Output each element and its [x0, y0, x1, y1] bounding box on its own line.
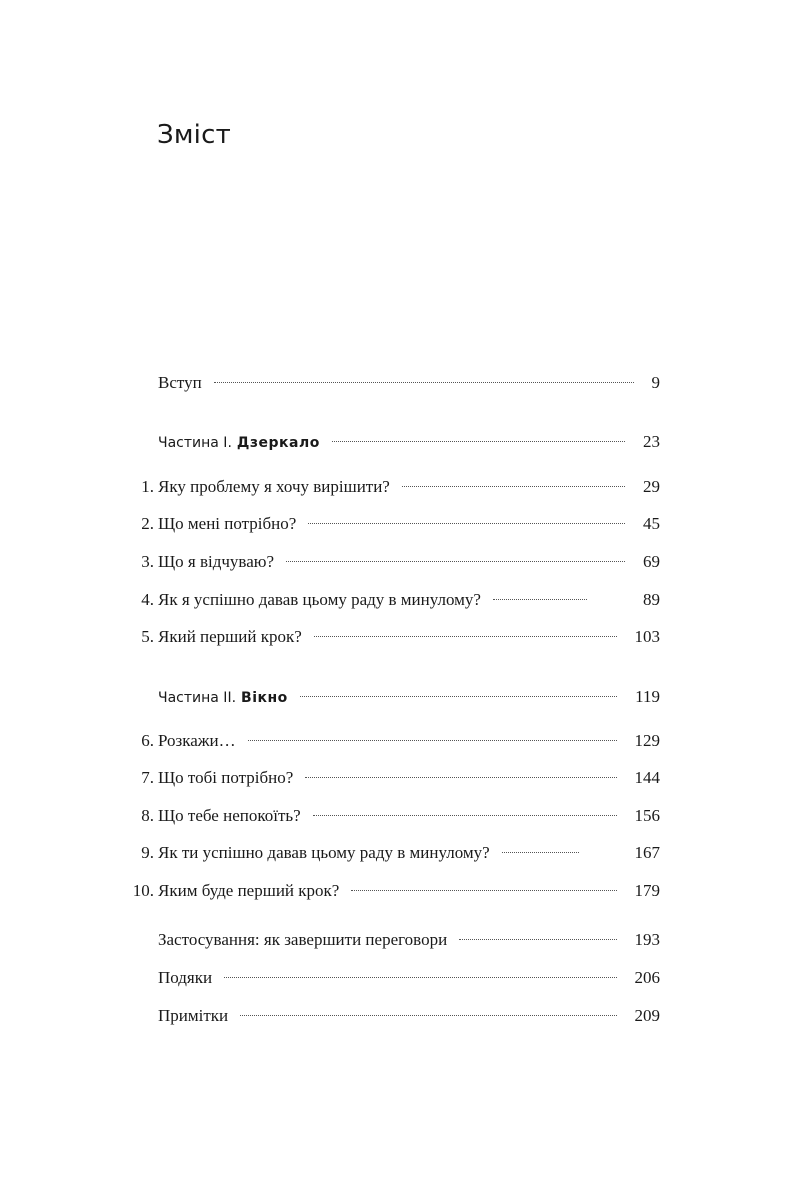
toc-entry-page: 144: [634, 768, 660, 787]
dot-leader: [502, 852, 579, 853]
part-label: Частина І.: [158, 435, 232, 451]
toc-entry-page: 167: [634, 843, 660, 862]
toc-chapter: [120, 843, 660, 873]
toc-entry-page: 69: [643, 552, 660, 571]
toc-entry-title: Вступ: [158, 373, 202, 392]
toc-entry-page: 89: [643, 590, 660, 609]
dot-leader: [224, 977, 616, 978]
toc-entry-title: Який перший крок?: [158, 627, 302, 646]
chapter-number: 5.: [141, 627, 154, 646]
dot-leader: [493, 599, 587, 600]
toc-entry-title: Застосування: як завершити переговори: [158, 930, 448, 949]
toc-entry-title: Подяки: [158, 968, 213, 987]
dot-leader: [286, 561, 625, 562]
toc-entry-page: 193: [634, 930, 660, 949]
toc-entry-page: 119: [635, 687, 660, 706]
dot-leader: [402, 486, 625, 487]
toc-entry-title: Що тобі потрібно?: [158, 768, 294, 787]
dot-leader: [332, 441, 625, 442]
toc-entry-back-matter: [120, 1006, 660, 1036]
toc-chapter: [120, 552, 660, 582]
chapter-number: 9.: [141, 843, 154, 862]
toc-entry-page: 156: [634, 806, 660, 825]
toc-chapter: [120, 768, 660, 798]
page-title: Зміст: [157, 120, 231, 150]
toc-entry-intro: [120, 373, 660, 403]
part-label: Частина ІІ.: [158, 690, 237, 706]
chapter-number: 10.: [132, 881, 154, 900]
toc-entry-page: 209: [634, 1006, 660, 1025]
toc-entry-back-matter: [120, 930, 660, 960]
chapter-number: 8.: [141, 806, 154, 825]
toc-entry-title: Як я успішно давав цьому раду в минулому?: [158, 590, 481, 609]
toc-chapter: [120, 477, 660, 507]
toc-part-1: [120, 432, 660, 462]
toc-entry-back-matter: [120, 968, 660, 998]
chapter-number: 1.: [141, 477, 154, 496]
toc-entry-page: 129: [634, 731, 660, 750]
dot-leader: [248, 740, 617, 741]
toc-entry-title: Що тебе непокоїть?: [158, 806, 301, 825]
chapter-number: 7.: [141, 768, 154, 787]
part-name: Дзеркало: [236, 435, 320, 451]
toc-chapter: [120, 627, 660, 657]
toc-entry-title: Яким буде перший крок?: [158, 881, 340, 900]
dot-leader: [214, 382, 634, 383]
toc-chapter: [120, 514, 660, 544]
toc-entry-page: 23: [643, 432, 660, 451]
toc-chapter: [120, 731, 660, 761]
dot-leader: [308, 523, 625, 524]
toc-chapter: [120, 806, 660, 836]
dot-leader: [351, 890, 616, 891]
toc-entry-page: 179: [634, 881, 660, 900]
dot-leader: [459, 939, 616, 940]
toc-entry-page: 29: [643, 477, 660, 496]
toc-entry-page: 103: [634, 627, 660, 646]
toc-entry-page: 9: [651, 373, 660, 392]
toc-chapter: [120, 590, 660, 620]
chapter-number: 2.: [141, 514, 154, 533]
dot-leader: [305, 777, 616, 778]
chapter-number: 4.: [141, 590, 154, 609]
dot-leader: [300, 696, 617, 697]
dot-leader: [240, 1015, 616, 1016]
toc-entry-title: Що я відчуваю?: [158, 552, 275, 571]
toc-entry-title: Примітки: [158, 1006, 229, 1025]
toc-entry-title: Яку проблему я хочу вирішити?: [158, 477, 390, 496]
toc-entry-page: 206: [634, 968, 660, 987]
toc-entry-title: Що мені потрібно?: [158, 514, 297, 533]
dot-leader: [314, 636, 617, 637]
chapter-number: 3.: [141, 552, 154, 571]
toc-chapter: [120, 881, 660, 911]
chapter-number: 6.: [141, 731, 154, 750]
toc-entry-title: Розкажи…: [158, 731, 236, 750]
dot-leader: [313, 815, 617, 816]
part-name: Вікно: [241, 690, 288, 706]
toc-entry-page: 45: [643, 514, 660, 533]
toc-entry-title: Як ти успішно давав цьому раду в минулому?: [158, 843, 490, 862]
toc-part-2: [120, 687, 660, 717]
